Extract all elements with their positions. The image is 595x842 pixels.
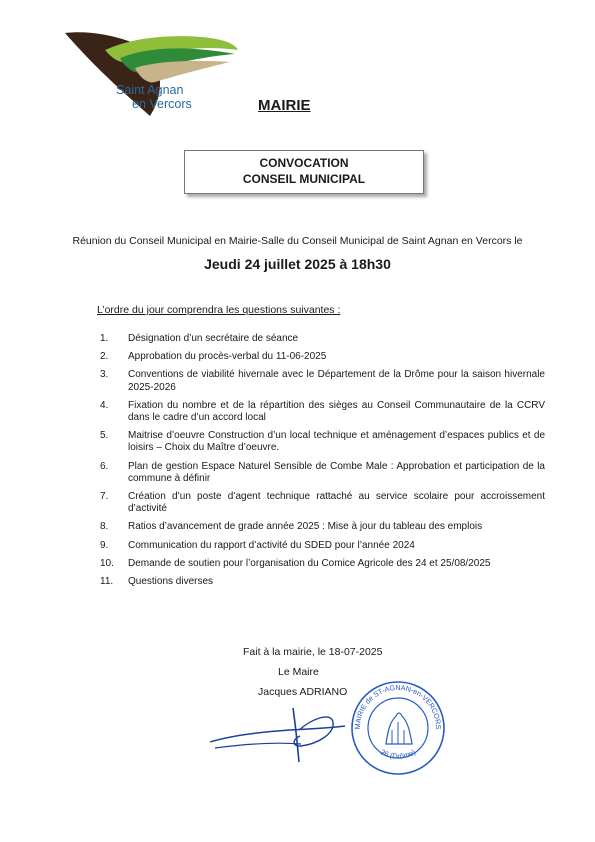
convocation-title: CONVOCATION <box>259 156 349 170</box>
agenda-item <box>100 576 545 588</box>
agenda-item <box>100 351 545 363</box>
agenda-item-number: 6. <box>100 460 109 472</box>
agenda-list <box>100 333 545 594</box>
logo-text-line2: en Vercors <box>132 97 192 111</box>
meeting-date: Jeudi 24 juillet 2025 à 18h30 <box>204 256 391 272</box>
agenda-item-number: 3. <box>100 369 109 381</box>
agenda-item <box>100 540 545 552</box>
meeting-intro: Réunion du Conseil Municipal en Mairie-Salle du Conseil Municipal de Saint Agnan en Vercors le <box>72 235 523 247</box>
signature-place-date: Fait à la mairie, le 18-07-2025 <box>243 646 383 658</box>
page-heading: MAIRIE <box>258 97 311 114</box>
agenda-item-text: Ratios d’avancement de grade année 2025 : Mise à jour du tableau des emplois <box>128 521 483 533</box>
agenda-item <box>100 521 545 533</box>
stamp-top-text: MAIRIE de ST-AGNAN-en-VERCORS <box>352 682 444 730</box>
agenda-item-number: 11. <box>100 576 114 588</box>
agenda-item-text: Maitrise d’oeuvre Construction d’un local technique et aménagement d’espaces publics et de loisirs – Choix du Maître d’oeuvre. <box>128 430 545 454</box>
agenda-item-text: Approbation du procès-verbal du 11-06-2025 <box>128 351 327 363</box>
agenda-item-number: 4. <box>100 399 109 411</box>
agenda-item-number: 7. <box>100 491 109 503</box>
stamp-bottom-text: 26 (Drôme) <box>378 747 418 761</box>
signatory-name: Jacques ADRIANO <box>258 686 348 698</box>
agenda-item <box>100 558 545 570</box>
agenda-item-number: 1. <box>100 333 109 344</box>
agenda-item-text: Communication du rapport d’activité du SDED pour l’année 2024 <box>128 539 415 551</box>
agenda-item <box>100 400 545 424</box>
agenda-item-text: Questions diverses <box>128 576 214 588</box>
agenda-item-text: Conventions de viabilité hivernale avec le Département de la Drôme pour la saison hivernale 2025-2026 <box>128 369 545 393</box>
agenda-item-text: Désignation d’un secrétaire de séance <box>128 333 299 344</box>
logo-text-line1: Saint Agnan <box>116 83 184 97</box>
agenda-item-text: Fixation du nombre et de la répartition des sièges au Conseil Communautaire de la CCRV dans le cadre d’un accord local <box>128 399 545 424</box>
agenda-item-text: Création d’un poste d’agent technique rattaché au service scolaire pour accroissement d’activité <box>128 491 545 515</box>
agenda-item <box>100 333 545 345</box>
convocation-subtitle: CONSEIL MUNICIPAL <box>242 172 366 186</box>
agenda-item <box>100 369 545 393</box>
agenda-item-number: 9. <box>100 539 109 551</box>
handwritten-signature <box>205 700 355 770</box>
signatory-title: Le Maire <box>278 666 319 678</box>
agenda-item-number: 8. <box>100 521 109 533</box>
mairie-stamp <box>348 678 448 778</box>
agenda-item-number: 5. <box>100 430 109 442</box>
convocation-box <box>184 150 424 194</box>
agenda-item-number: 10. <box>100 557 114 569</box>
agenda-item-text: Demande de soutien pour l’organisation du Comice Agricole des 24 et 25/08/2025 <box>128 557 491 569</box>
agenda-item <box>100 491 545 515</box>
agenda-title: L’ordre du jour comprendra les questions suivantes : <box>97 304 341 316</box>
agenda-item <box>100 461 545 485</box>
agenda-item-text: Plan de gestion Espace Naturel Sensible de Combe Male : Approbation et participation de la commune à définir <box>128 460 545 484</box>
agenda-item-number: 2. <box>100 351 109 363</box>
agenda-item <box>100 430 545 454</box>
